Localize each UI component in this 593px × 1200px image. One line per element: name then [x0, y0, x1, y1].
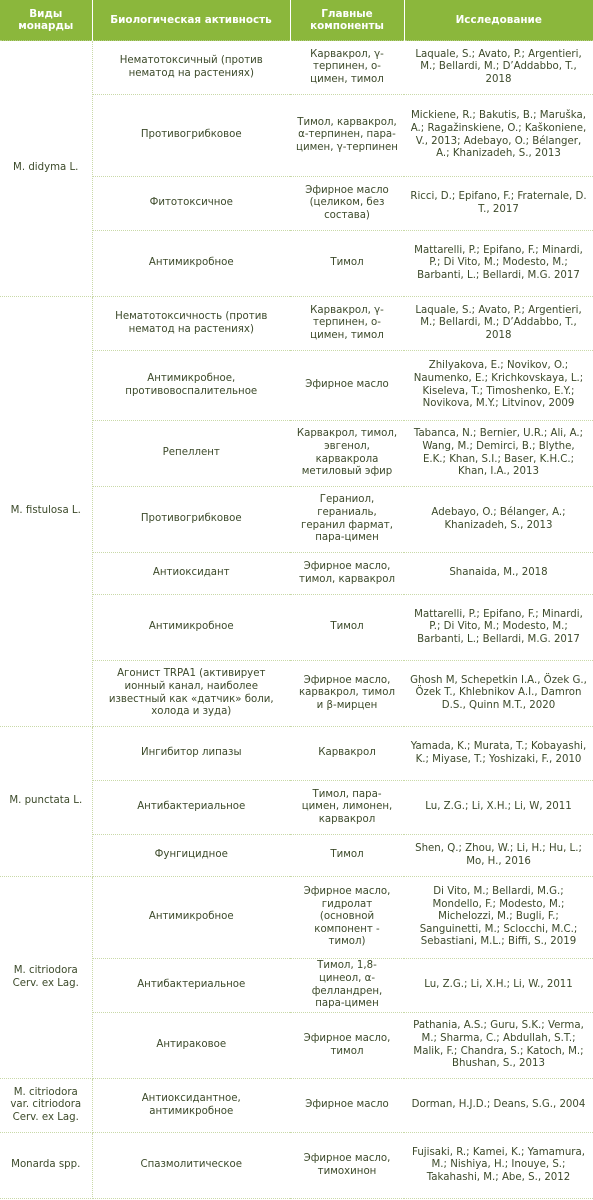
components-cell: Эфирное масло [290, 1079, 404, 1133]
activity-cell: Нематотоксичность (против нематод на растениях) [92, 297, 290, 351]
activity-cell: Антибактериальное [92, 781, 290, 835]
activity-cell: Противогрибковое [92, 487, 290, 553]
header-species: Виды монарды [0, 0, 92, 41]
activity-cell: Противогрибковое [92, 95, 290, 177]
species-cell: M. fistulosa L. [0, 297, 92, 727]
species-cell: M. punctata L. [0, 727, 92, 877]
table-row [0, 1133, 593, 1199]
study-cell: Laquale, S.; Avato, P.; Argentieri, M.; Bellardi, M.; D’Addabbo, T., 2018 [404, 297, 593, 351]
species-cell: M. didyma L. [0, 41, 92, 297]
components-cell: Эфирное масло [290, 351, 404, 421]
species-cell: M. citriodora var. citriodora Cerv. ex Lag. [0, 1079, 92, 1133]
activity-cell: Антиоксидантное, антимикробное [92, 1079, 290, 1133]
header-row [0, 0, 593, 41]
components-cell: Тимол [290, 835, 404, 877]
study-cell: Mickiene, R.; Bakutis, B.; Maruška, A.; Ragažinskiene, O.; Kaškoniene, V., 2013; Adebayo, O.; Bélanger, A.; Khanizadeh, S., 2013 [404, 95, 593, 177]
activity-cell: Ингибитор липазы [92, 727, 290, 781]
components-cell: Тимол, карвакрол, α-терпинен, пара-цимен, γ-терпинен [290, 95, 404, 177]
table-body [0, 41, 593, 1199]
components-cell: Карвакрол [290, 727, 404, 781]
header-activity: Биологическая активность [92, 0, 290, 41]
study-cell: Zhilyakova, E.; Novikov, O.; Naumenko, E.; Krichkovskaya, L.; Kiseleva, T.; Timoshenko, E.Y.; Novikova, M.Y.; Litvinov, 2009 [404, 351, 593, 421]
species-cell: M. citriodora Cerv. ex Lag. [0, 877, 92, 1079]
header-components: Главные компоненты [290, 0, 404, 41]
table-row [0, 297, 593, 351]
study-cell: Tabanca, N.; Bernier, U.R.; Ali, A.; Wang, M.; Demirci, B.; Blythe, E.K.; Khan, S.I.; Baser, K.H.C.; Khan, I.A., 2013 [404, 421, 593, 487]
study-cell: Lu, Z.G.; Li, X.H.; Li, W., 2011 [404, 959, 593, 1013]
study-cell: Dorman, H.J.D.; Deans, S.G., 2004 [404, 1079, 593, 1133]
activity-cell: Нематотоксичный (против нематод на растениях) [92, 41, 290, 95]
activity-cell: Антибактериальное [92, 959, 290, 1013]
components-cell: Тимол [290, 231, 404, 297]
activity-cell: Антимикробное [92, 231, 290, 297]
activity-cell: Репеллент [92, 421, 290, 487]
activity-cell: Спазмолитическое [92, 1133, 290, 1199]
activity-cell: Антиоксидант [92, 553, 290, 595]
study-cell: Lu, Z.G.; Li, X.H.; Li, W, 2011 [404, 781, 593, 835]
table-header [0, 0, 593, 41]
activity-cell: Антимикробное [92, 877, 290, 959]
components-cell: Эфирное масло, тимол, карвакрол [290, 553, 404, 595]
components-cell: Эфирное масло, карвакрол, тимол и β-мирцен [290, 661, 404, 727]
study-cell: Ricci, D.; Epifano, F.; Fraternale, D. T., 2017 [404, 177, 593, 231]
components-cell: Эфирное масло, тимол [290, 1013, 404, 1079]
activity-cell: Антимикробное, противовоспалительное [92, 351, 290, 421]
activity-cell: Фунгицидное [92, 835, 290, 877]
study-cell: Ghosh M, Schepetkin I.A., Özek G., Özek T., Khlebnikov A.I., Damron D.S., Quinn M.T., 2020 [404, 661, 593, 727]
table-row [0, 877, 593, 959]
study-cell: Fujisaki, R.; Kamei, K.; Yamamura, M.; Nishiya, H.; Inouye, S.; Takahashi, M.; Abe, S., 2012 [404, 1133, 593, 1199]
components-cell: Эфирное масло, гидролат (основной компонент - тимол) [290, 877, 404, 959]
table-row [0, 1079, 593, 1133]
species-cell: Monarda spp. [0, 1133, 92, 1199]
components-cell: Тимол, 1,8-цинеол, α-фелландрен, пара-цимен [290, 959, 404, 1013]
study-cell: Adebayo, O.; Bélanger, A.; Khanizadeh, S., 2013 [404, 487, 593, 553]
activity-cell: Фитотоксичное [92, 177, 290, 231]
components-cell: Тимол, пара-цимен, лимонен, карвакрол [290, 781, 404, 835]
components-cell: Карвакрол, γ-терпинен, о-цимен, тимол [290, 41, 404, 95]
study-cell: Shen, Q.; Zhou, W.; Li, H.; Hu, L.; Mo, H., 2016 [404, 835, 593, 877]
components-cell: Эфирное масло, тимохинон [290, 1133, 404, 1199]
table-row [0, 727, 593, 781]
components-cell: Карвакрол, γ-терпинен, о-цимен, тимол [290, 297, 404, 351]
study-cell: Pathania, A.S.; Guru, S.K.; Verma, M.; Sharma, C.; Abdullah, S.T.; Malik, F.; Chandra, S.; Katoch, M.; Bhushan, S., 2013 [404, 1013, 593, 1079]
study-cell: Di Vito, M.; Bellardi, M.G.; Mondello, F.; Modesto, M.; Michelozzi, M.; Bugli, F.; Sanguinetti, M.; Sclocchi, M.C.; Sebastiani, M.L.; Biffi, S., 2019 [404, 877, 593, 959]
components-cell: Эфирное масло (целиком, без состава) [290, 177, 404, 231]
activity-cell: Антираковое [92, 1013, 290, 1079]
components-cell: Гераниол, гераниаль, геранил фармат, пара-цимен [290, 487, 404, 553]
study-cell: Shanaida, M., 2018 [404, 553, 593, 595]
activity-cell: Антимикробное [92, 595, 290, 661]
components-cell: Карвакрол, тимол, эвгенол, карвакрола метиловый эфир [290, 421, 404, 487]
header-study: Исследование [404, 0, 593, 41]
activity-cell: Агонист TRPA1 (активирует ионный канал, наиболее известный как «датчик» боли, холода и зуда) [92, 661, 290, 727]
components-cell: Тимол [290, 595, 404, 661]
study-cell: Mattarelli, P.; Epifano, F.; Minardi, P.; Di Vito, M.; Modesto, M.; Barbanti, L.; Bellardi, M.G. 2017 [404, 595, 593, 661]
table-row [0, 41, 593, 95]
study-cell: Yamada, K.; Murata, T.; Kobayashi, K.; Miyase, T.; Yoshizaki, F., 2010 [404, 727, 593, 781]
study-cell: Mattarelli, P.; Epifano, F.; Minardi, P.; Di Vito, M.; Modesto, M.; Barbanti, L.; Bellardi, M.G. 2017 [404, 231, 593, 297]
study-cell: Laquale, S.; Avato, P.; Argentieri, M.; Bellardi, M.; D’Addabbo, T., 2018 [404, 41, 593, 95]
